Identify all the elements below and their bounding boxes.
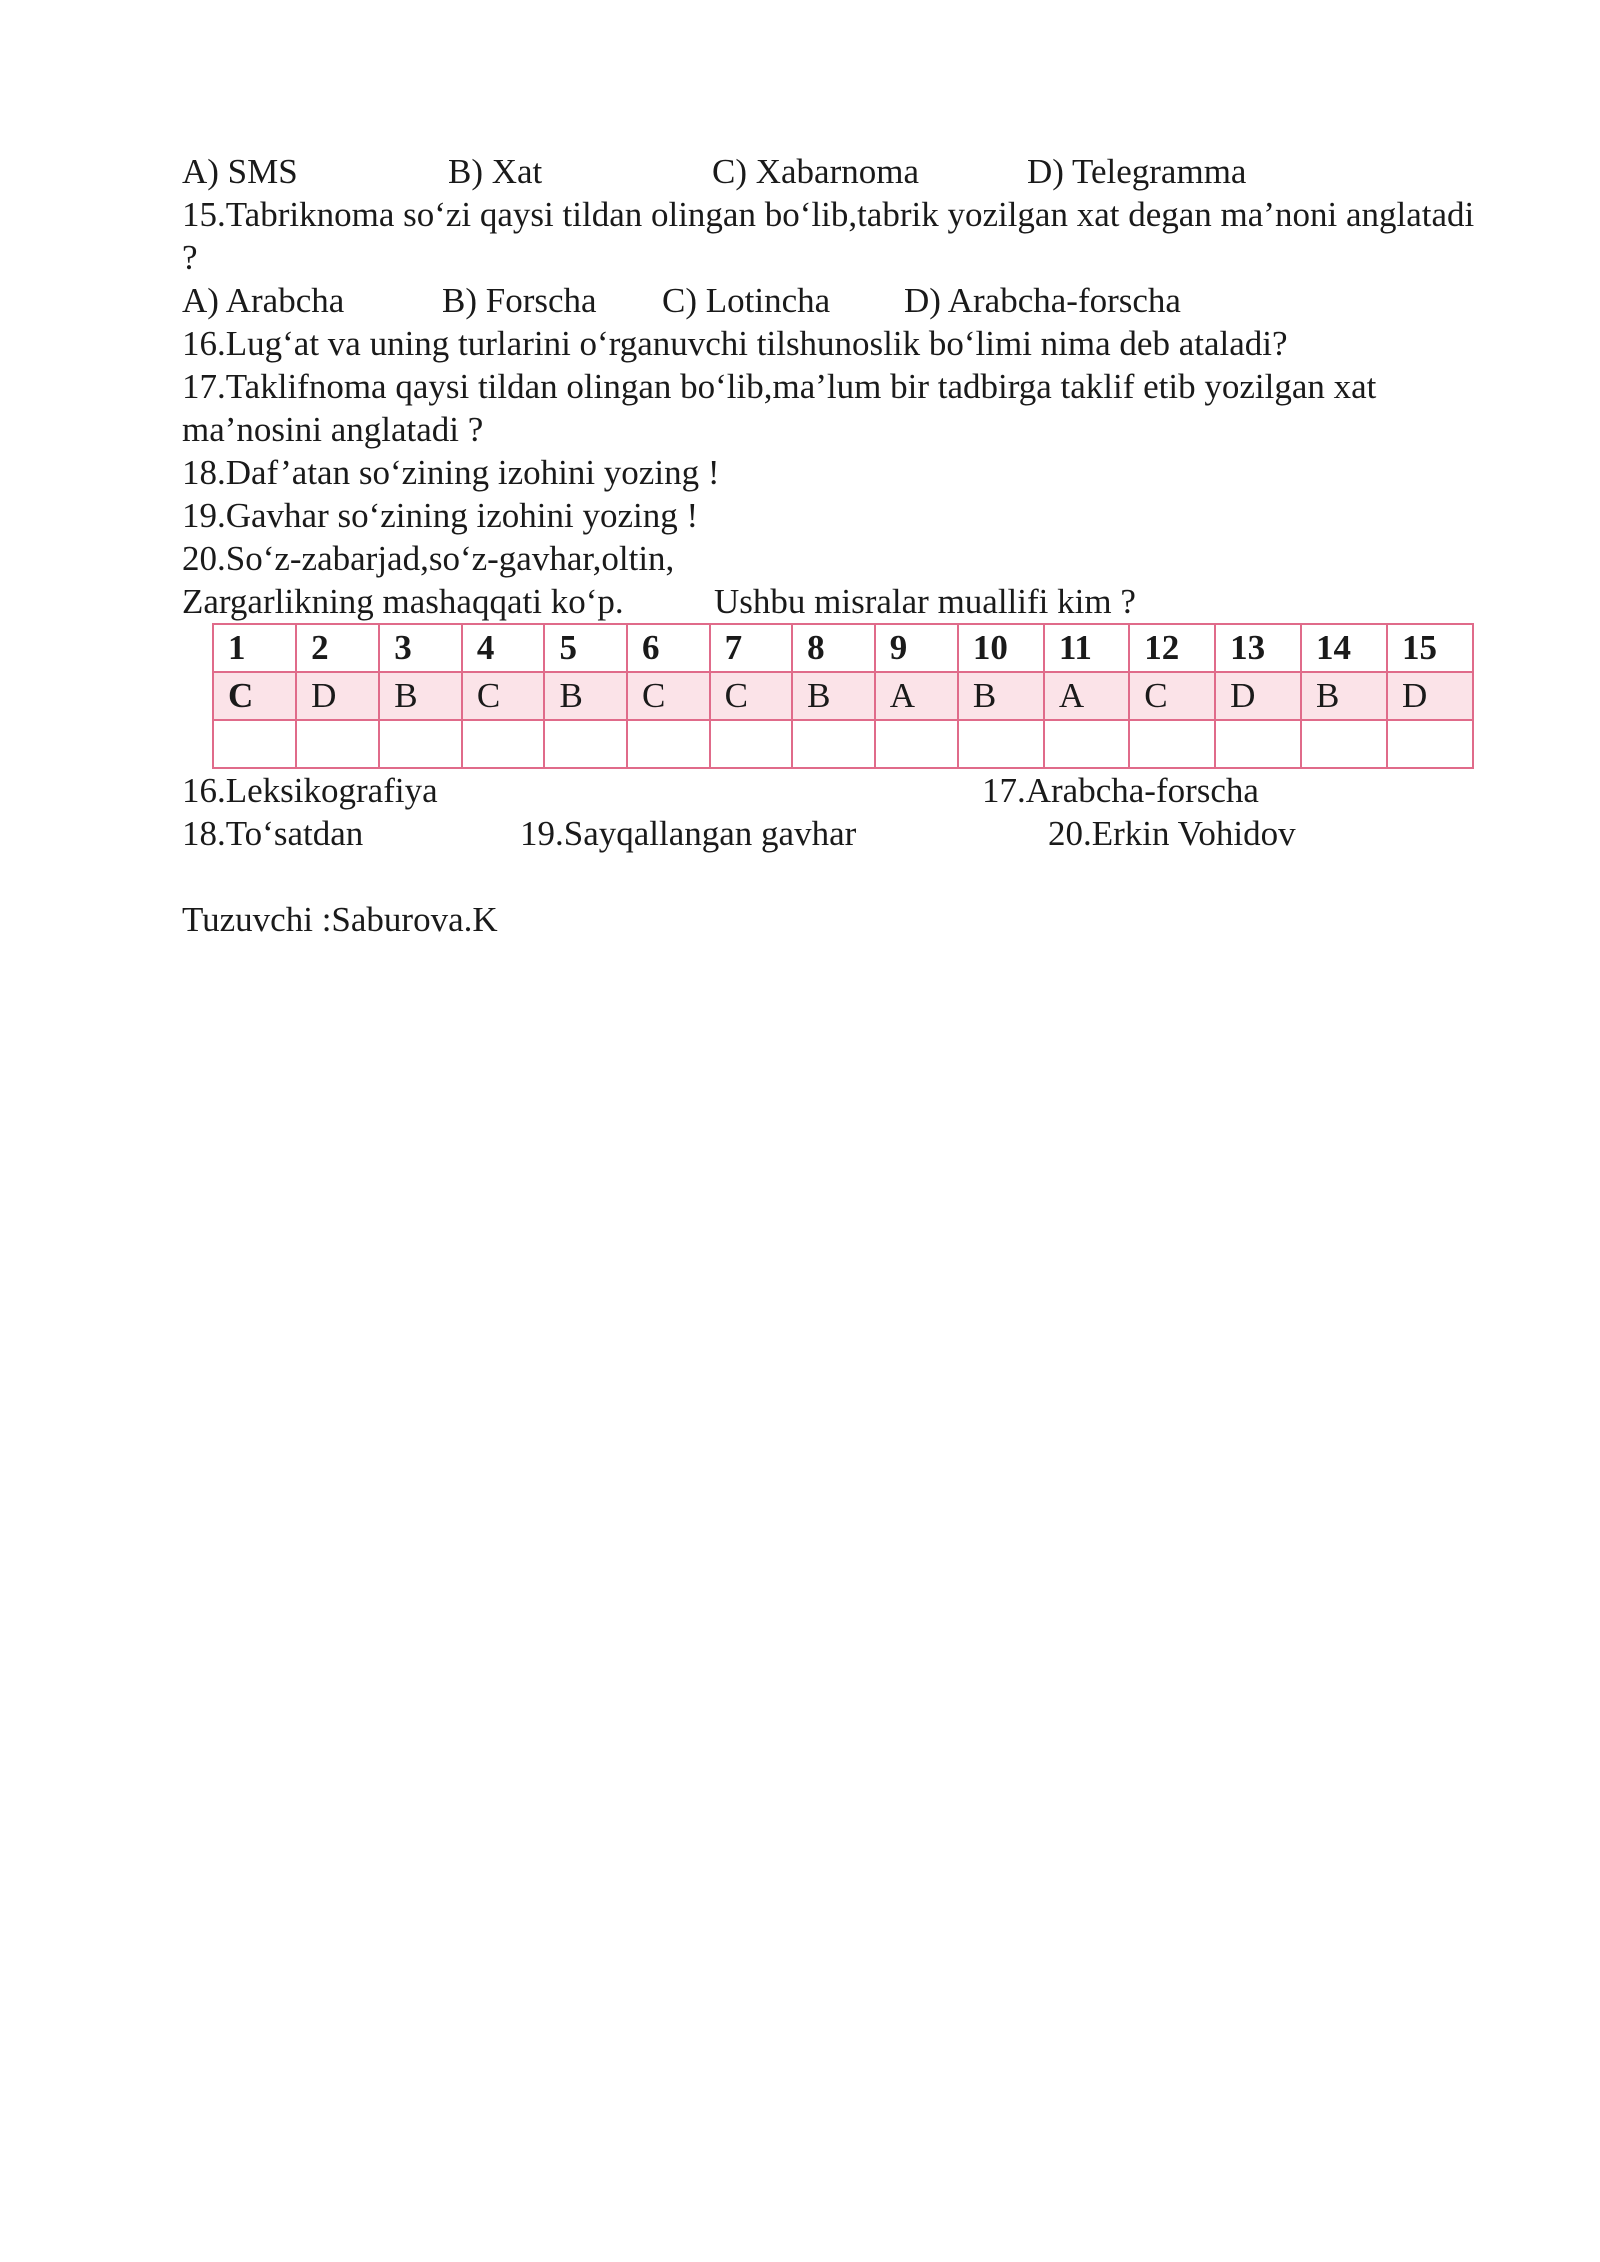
q15-option-d: D) Arabcha-forscha — [904, 281, 1181, 320]
answer-table-answer: C — [1129, 672, 1215, 720]
document-content — [182, 150, 1482, 941]
q18-question: 18.Daf’atan so‘zining izohini yozing ! — [182, 453, 720, 492]
answer-table-answer: D — [1215, 672, 1301, 720]
answer-table-answer: B — [379, 672, 462, 720]
written-answers-row2 — [182, 812, 1482, 855]
answer-table-number: 2 — [296, 624, 379, 672]
answer-table-answer: B — [792, 672, 875, 720]
q14-options — [182, 150, 1482, 193]
answer-table-empty-cell — [1301, 720, 1387, 768]
q20-question-line1: 20.So‘z-zabarjad,so‘z-gavhar,oltin, — [182, 539, 675, 578]
q17-question: 17.Taklifnoma qaysi tildan olingan bo‘lib,ma’lum bir tadbirga taklif etib yozilgan xat ma’nosini anglatadi ? — [182, 367, 1377, 449]
answer-18: 18.To‘satdan — [182, 814, 364, 853]
answer-table-empty-cell — [296, 720, 379, 768]
q16-question: 16.Lug‘at va uning turlarini o‘rganuvchi tilshunoslik bo‘limi nima deb ataladi? — [182, 324, 1288, 363]
q20-prompt: Ushbu misralar muallifi kim ? — [714, 582, 1136, 621]
answer-table-number: 9 — [875, 624, 958, 672]
answer-table-number: 15 — [1387, 624, 1473, 672]
answer-table — [212, 623, 1474, 769]
answer-19: 19.Sayqallangan gavhar — [520, 814, 857, 853]
answer-table-number: 6 — [627, 624, 710, 672]
q20-question-line2 — [182, 580, 1482, 623]
answer-table-answer: D — [296, 672, 379, 720]
answer-table-empty-row — [213, 720, 1473, 768]
answer-20: 20.Erkin Vohidov — [1048, 814, 1296, 853]
answer-table-empty-cell — [710, 720, 793, 768]
written-answers-row1 — [182, 769, 1482, 812]
answer-table-empty-cell — [627, 720, 710, 768]
answer-table-answer: A — [1044, 672, 1129, 720]
answer-table-number: 3 — [379, 624, 462, 672]
answer-table-number: 1 — [213, 624, 296, 672]
answer-table-number: 8 — [792, 624, 875, 672]
answer-table-answer: B — [544, 672, 627, 720]
answer-table-empty-cell — [875, 720, 958, 768]
answer-table-answer: D — [1387, 672, 1473, 720]
author-line: Tuzuvchi :Saburova.K — [182, 900, 498, 939]
answer-table-number: 12 — [1129, 624, 1215, 672]
answer-table-empty-cell — [379, 720, 462, 768]
q14-option-a: A) SMS — [182, 152, 298, 191]
answer-table-number: 11 — [1044, 624, 1129, 672]
answer-table-empty-cell — [958, 720, 1044, 768]
answer-table-number: 4 — [462, 624, 545, 672]
answer-table-answer: C — [710, 672, 793, 720]
q14-option-b: B) Xat — [448, 152, 543, 191]
answer-table-number: 13 — [1215, 624, 1301, 672]
answer-table-empty-cell — [792, 720, 875, 768]
answer-16: 16.Leksikografiya — [182, 771, 438, 810]
q15-options — [182, 279, 1482, 322]
q14-option-c: C) Xabarnoma — [712, 152, 920, 191]
answer-table-number: 14 — [1301, 624, 1387, 672]
answer-table-empty-cell — [1044, 720, 1129, 768]
answer-table-number: 7 — [710, 624, 793, 672]
q14-option-d: D) Telegramma — [1027, 152, 1247, 191]
answer-table-number: 10 — [958, 624, 1044, 672]
q15-option-c: C) Lotincha — [662, 281, 831, 320]
answer-table-empty-cell — [213, 720, 296, 768]
q15-option-a: A) Arabcha — [182, 281, 345, 320]
answer-table-empty-cell — [1215, 720, 1301, 768]
answer-table-number-row — [213, 624, 1473, 672]
answer-table-answer: C — [627, 672, 710, 720]
answer-table-answer: B — [958, 672, 1044, 720]
answer-table-answer: B — [1301, 672, 1387, 720]
answer-table-answer: C — [213, 672, 296, 720]
answer-table-empty-cell — [544, 720, 627, 768]
q19-question: 19.Gavhar so‘zining izohini yozing ! — [182, 496, 699, 535]
q15-option-b: B) Forscha — [442, 281, 597, 320]
answer-table-empty-cell — [1129, 720, 1215, 768]
answer-table-answer-row — [213, 672, 1473, 720]
answer-table-number: 5 — [544, 624, 627, 672]
answer-table-answer: A — [875, 672, 958, 720]
answer-table-empty-cell — [462, 720, 545, 768]
answer-17: 17.Arabcha-forscha — [982, 771, 1259, 810]
answer-table-answer: C — [462, 672, 545, 720]
q15-question: 15.Tabriknoma so‘zi qaysi tildan olingan bo‘lib,tabrik yozilgan xat degan ma’noni anglatadi ? — [182, 195, 1475, 277]
q20-verse: Zargarlikning mashaqqati ko‘p. — [182, 582, 624, 621]
answer-table-empty-cell — [1387, 720, 1473, 768]
